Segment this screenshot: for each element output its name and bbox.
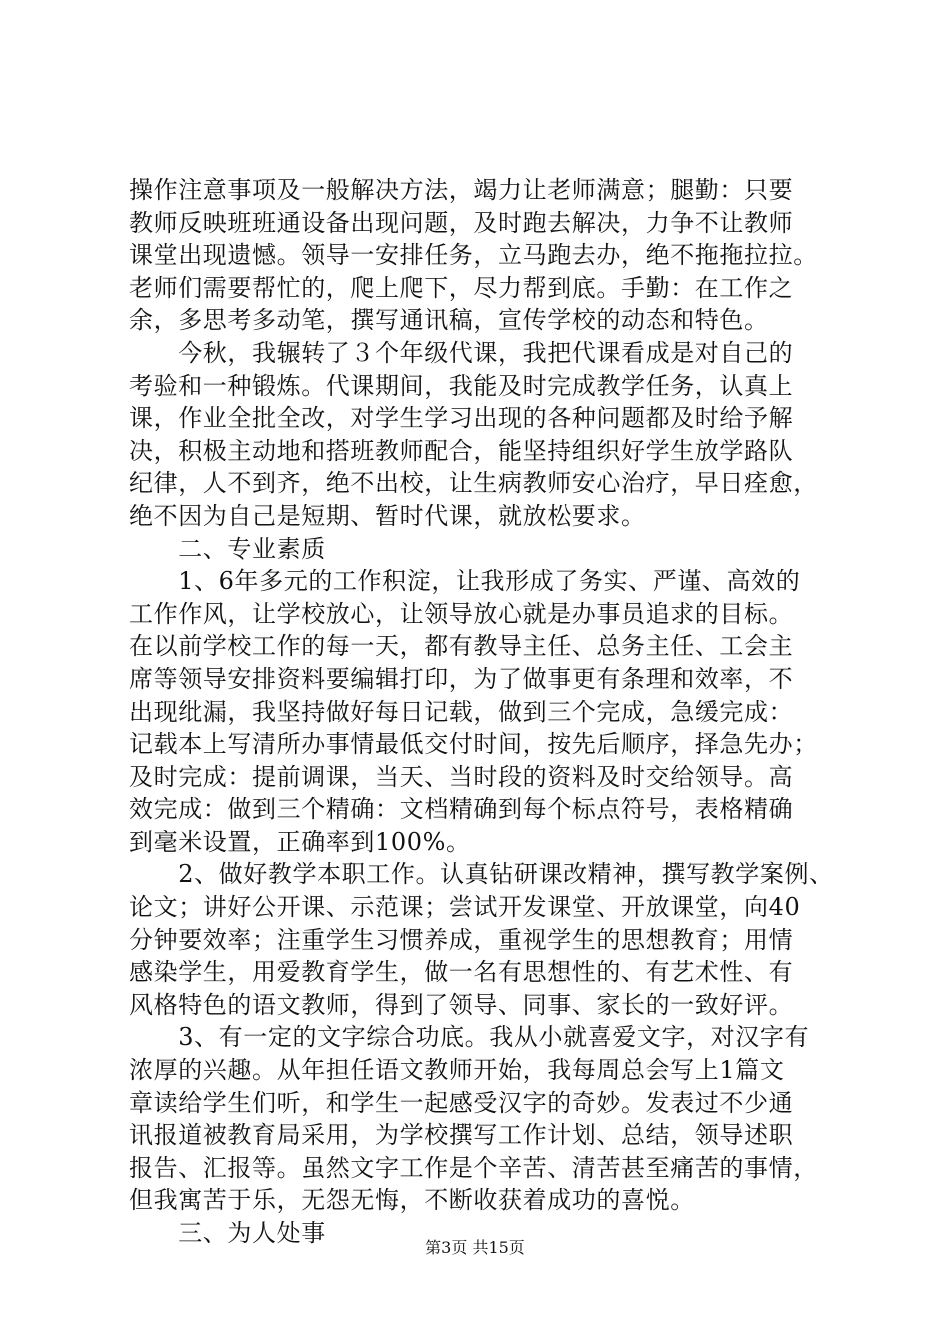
text-line: 讯报道被教育局采用，为学校撰写工作计划、总结，领导述职 xyxy=(129,1121,794,1150)
section-heading: 三、为人处事 xyxy=(129,1219,326,1247)
text-line: 老师们需要帮忙的，爬上爬下，尽力帮到底。手勤：在工作之 xyxy=(129,273,794,302)
text-line: 分钟要效率；注重学生习惯养成，重视学生的思想教育；用情 xyxy=(129,925,794,954)
text-line: 感染学生，用爱教育学生，做一名有思想性的、有艺术性、有 xyxy=(129,958,794,987)
text-line: 风格特色的语文教师，得到了领导、同事、家长的一致好评。 xyxy=(129,990,794,1019)
text-line: 及时完成：提前调课，当天、当时段的资料及时交给领导。高 xyxy=(129,762,794,791)
text-line: 论文；讲好公开课、示范课；尝试开发课堂、开放课堂，向40 xyxy=(129,893,801,922)
text-line: 效完成：做到三个精确：文档精确到每个标点符号，表格精确 xyxy=(129,795,794,824)
text-line: 席等领导安排资料要编辑打印，为了做事更有条理和效率，不 xyxy=(129,664,794,693)
text-line: 绝不因为自己是短期、暂时代课，就放松要求。 xyxy=(129,501,646,530)
text-line: 2、做好教学本职工作。认真钻研课改精神，撰写教学案例、 xyxy=(129,860,834,889)
text-line: 今秋，我辗转了３个年级代课，我把代课看成是对自己的 xyxy=(129,338,794,367)
text-line: 操作注意事项及一般解决方法，竭力让老师满意；腿勤：只要 xyxy=(129,176,794,204)
text-line: 在以前学校工作的每一天，都有教导主任、总务主任、工会主 xyxy=(129,632,794,661)
text-line: 记载本上写清所办事情最低交付时间，按先后顺序，择急先办； xyxy=(129,730,818,759)
text-line: 章读给学生们听，和学生一起感受汉字的奇妙。发表过不少通 xyxy=(129,1088,794,1117)
document-body xyxy=(129,174,834,1250)
text-line: 到毫米设置，正确率到100%。 xyxy=(129,827,471,856)
text-line: 纪律，人不到齐，绝不出校，让生病教师安心治疗，早日痊愈， xyxy=(129,469,818,498)
text-line: 工作作风，让学校放心，让领导放心就是办事员追求的目标。 xyxy=(129,599,794,628)
section-heading: 二、专业素质 xyxy=(129,534,326,563)
text-line: 出现纰漏，我坚持做好每日记载，做到三个完成，急缓完成： xyxy=(129,697,794,726)
text-line: 浓厚的兴趣。从年担任语文教师开始，我每周总会写上1篇文 xyxy=(129,1056,785,1085)
text-line: 课堂出现遗憾。领导一安排任务，立马跑去办，绝不拖拖拉拉。 xyxy=(129,241,818,270)
text-line: 余，多思考多动笔，撰写通讯稿，宣传学校的动态和特色。 xyxy=(129,306,769,335)
text-line: 报告、汇报等。虽然文字工作是个辛苦、清苦甚至痛苦的事情， xyxy=(129,1153,818,1182)
text-line: 考验和一种锻炼。代课期间，我能及时完成教学任务，认真上 xyxy=(129,371,794,400)
text-line: 但我寓苦于乐，无怨无悔，不断收获着成功的喜悦。 xyxy=(129,1186,695,1215)
text-line: 1、6年多元的工作积淀，让我形成了务实、严谨、高效的 xyxy=(129,567,801,596)
text-line: 教师反映班班通设备出现问题，及时跑去解决，力争不让教师 xyxy=(129,208,794,237)
text-line: 决，积极主动地和搭班教师配合，能坚持组织好学生放学路队 xyxy=(129,436,794,465)
page-footer: 第3页 共15页 xyxy=(425,1238,525,1257)
text-line: 课，作业全批全改，对学生学习出现的各种问题都及时给予解 xyxy=(129,404,794,433)
text-line: 3、有一定的文字综合功底。我从小就喜爱文字，对汉字有 xyxy=(129,1023,810,1052)
